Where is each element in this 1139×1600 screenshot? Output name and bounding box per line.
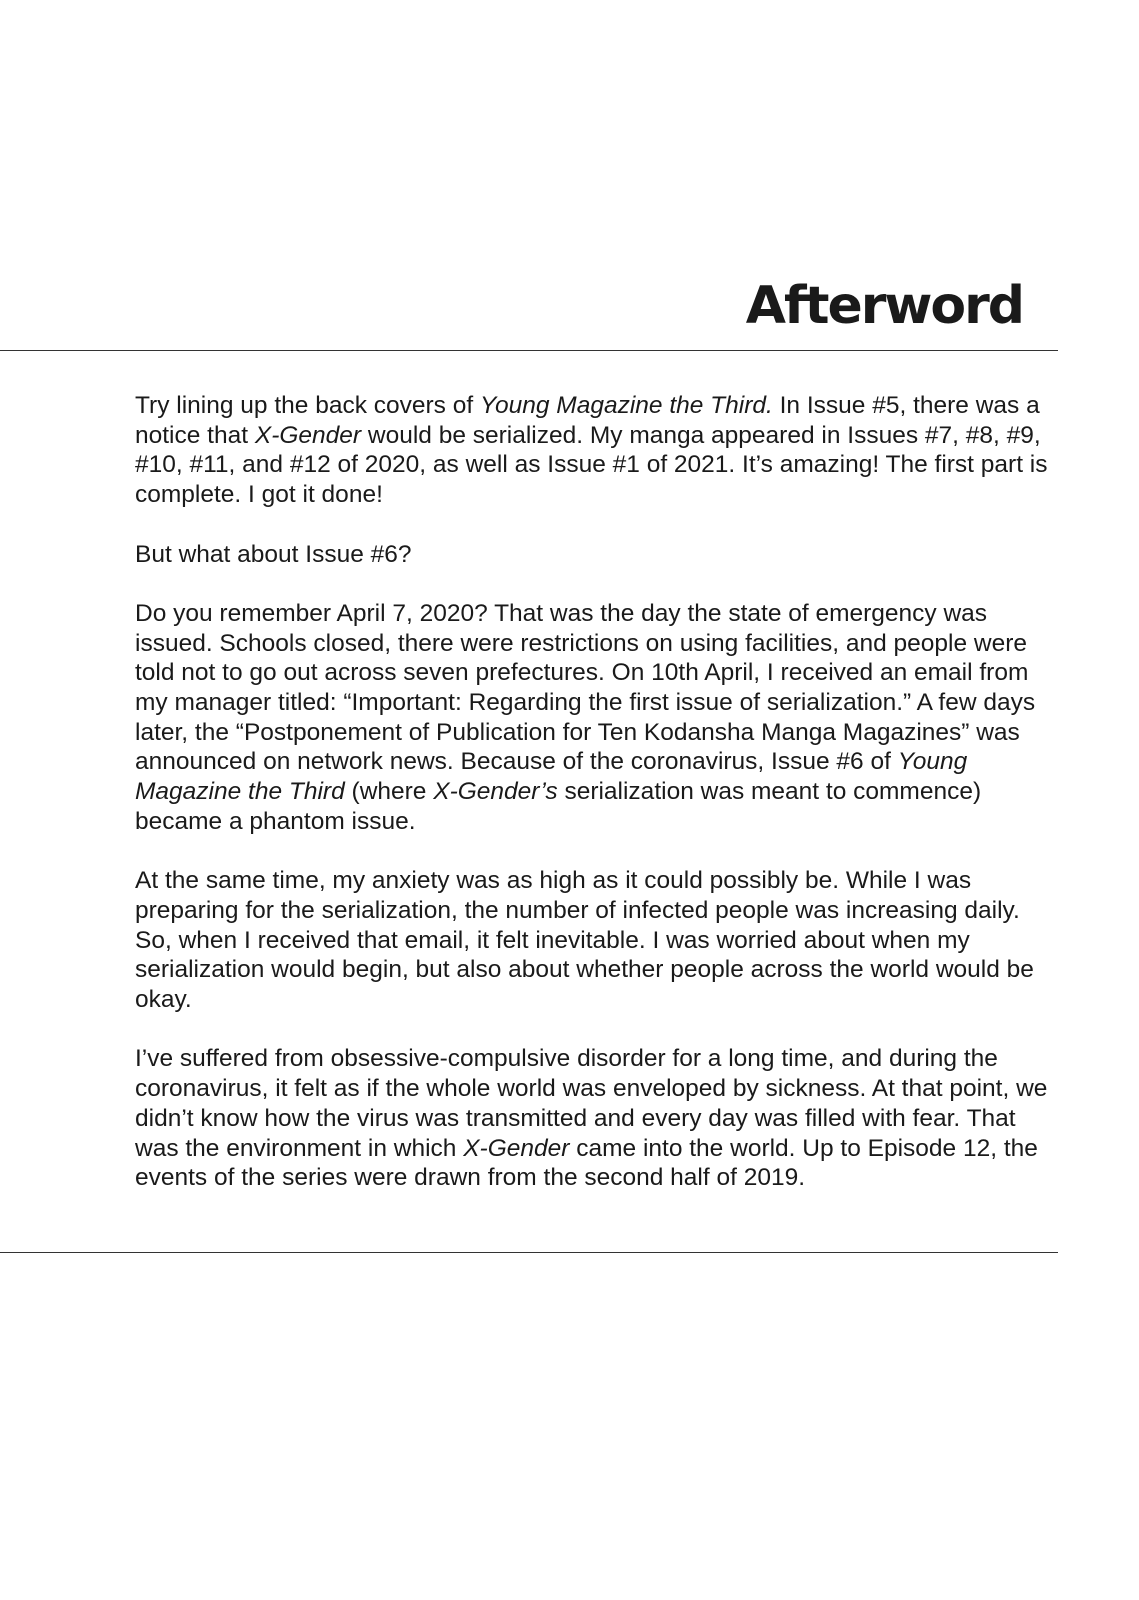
p3-text-a: Do you remember April 7, 2020? That was the day the state of emergency was issued. Schools closed, there were restrictions on using facilities, and people were told not to go out across seven prefectures. On 10th April, I received an email from my manager titled: “Important: Regarding the first issue of serialization.” A few days later, the “Postponement of Publication for Ten Kodansha Manga Magazines” was announced on network news. Because of the coronavirus, Issue #6 of bbox=[135, 599, 1036, 776]
p1-title-x-gender: X-Gender bbox=[254, 421, 362, 449]
p3-title-young-magazine: Young Magazine the Third bbox=[135, 748, 968, 806]
p3-text-e: serialization was meant to commence) became a phantom issue. bbox=[135, 778, 982, 835]
p1-text-a: Try lining up the back covers of bbox=[135, 392, 480, 419]
p5-text-a: I’ve suffered from obsessive-compulsive disorder for a long time, and during the coronavirus, it felt as if the whole world was enveloped by sickness. At that point, we didn’t know how the virus was transmitted and every day was filled with fear. That was the environment in which bbox=[135, 1045, 1048, 1162]
p3-title-x-gender: X-Gender’s bbox=[433, 778, 558, 806]
top-divider bbox=[0, 350, 1058, 351]
p1-title-young-magazine: Young Magazine the Third. bbox=[479, 392, 773, 419]
paragraph-3 bbox=[135, 599, 1055, 837]
p3-text-c: (where bbox=[344, 778, 434, 806]
p4-text-a: At the same time, my anxiety was as high as it could possibly be. While I was preparing for the serialization, the number of infected people was increasing daily. So, when I received that email, it felt inevitable. I was worried about when my serialization would begin, but also about whether people across the world would be okay. bbox=[135, 867, 1034, 1014]
paragraph-5 bbox=[135, 1044, 1055, 1193]
p5-title-x-gender: X-Gender bbox=[463, 1134, 570, 1162]
paragraph-2 bbox=[135, 540, 1055, 570]
p1-text-e: would be serialized. My manga appeared in Issues #7, #8, #9, #10, #11, and #12 of 2020, as well as Issue #1 of 2021. It’s amazing! The first part is complete. I got it done! bbox=[135, 421, 1048, 509]
afterword-body bbox=[135, 391, 1055, 1223]
paragraph-4 bbox=[135, 866, 1055, 1015]
page-title: Afterword bbox=[745, 276, 1023, 336]
p5-text-c: came into the world. Up to Episode 12, the events of the series were drawn from the second half of 2019. bbox=[135, 1134, 1038, 1192]
p2-text-a: But what about Issue #6? bbox=[135, 540, 412, 568]
paragraph-1 bbox=[135, 391, 1055, 510]
bottom-divider bbox=[0, 1252, 1058, 1253]
p1-text-c: In Issue #5, there was a notice that bbox=[135, 392, 1040, 449]
